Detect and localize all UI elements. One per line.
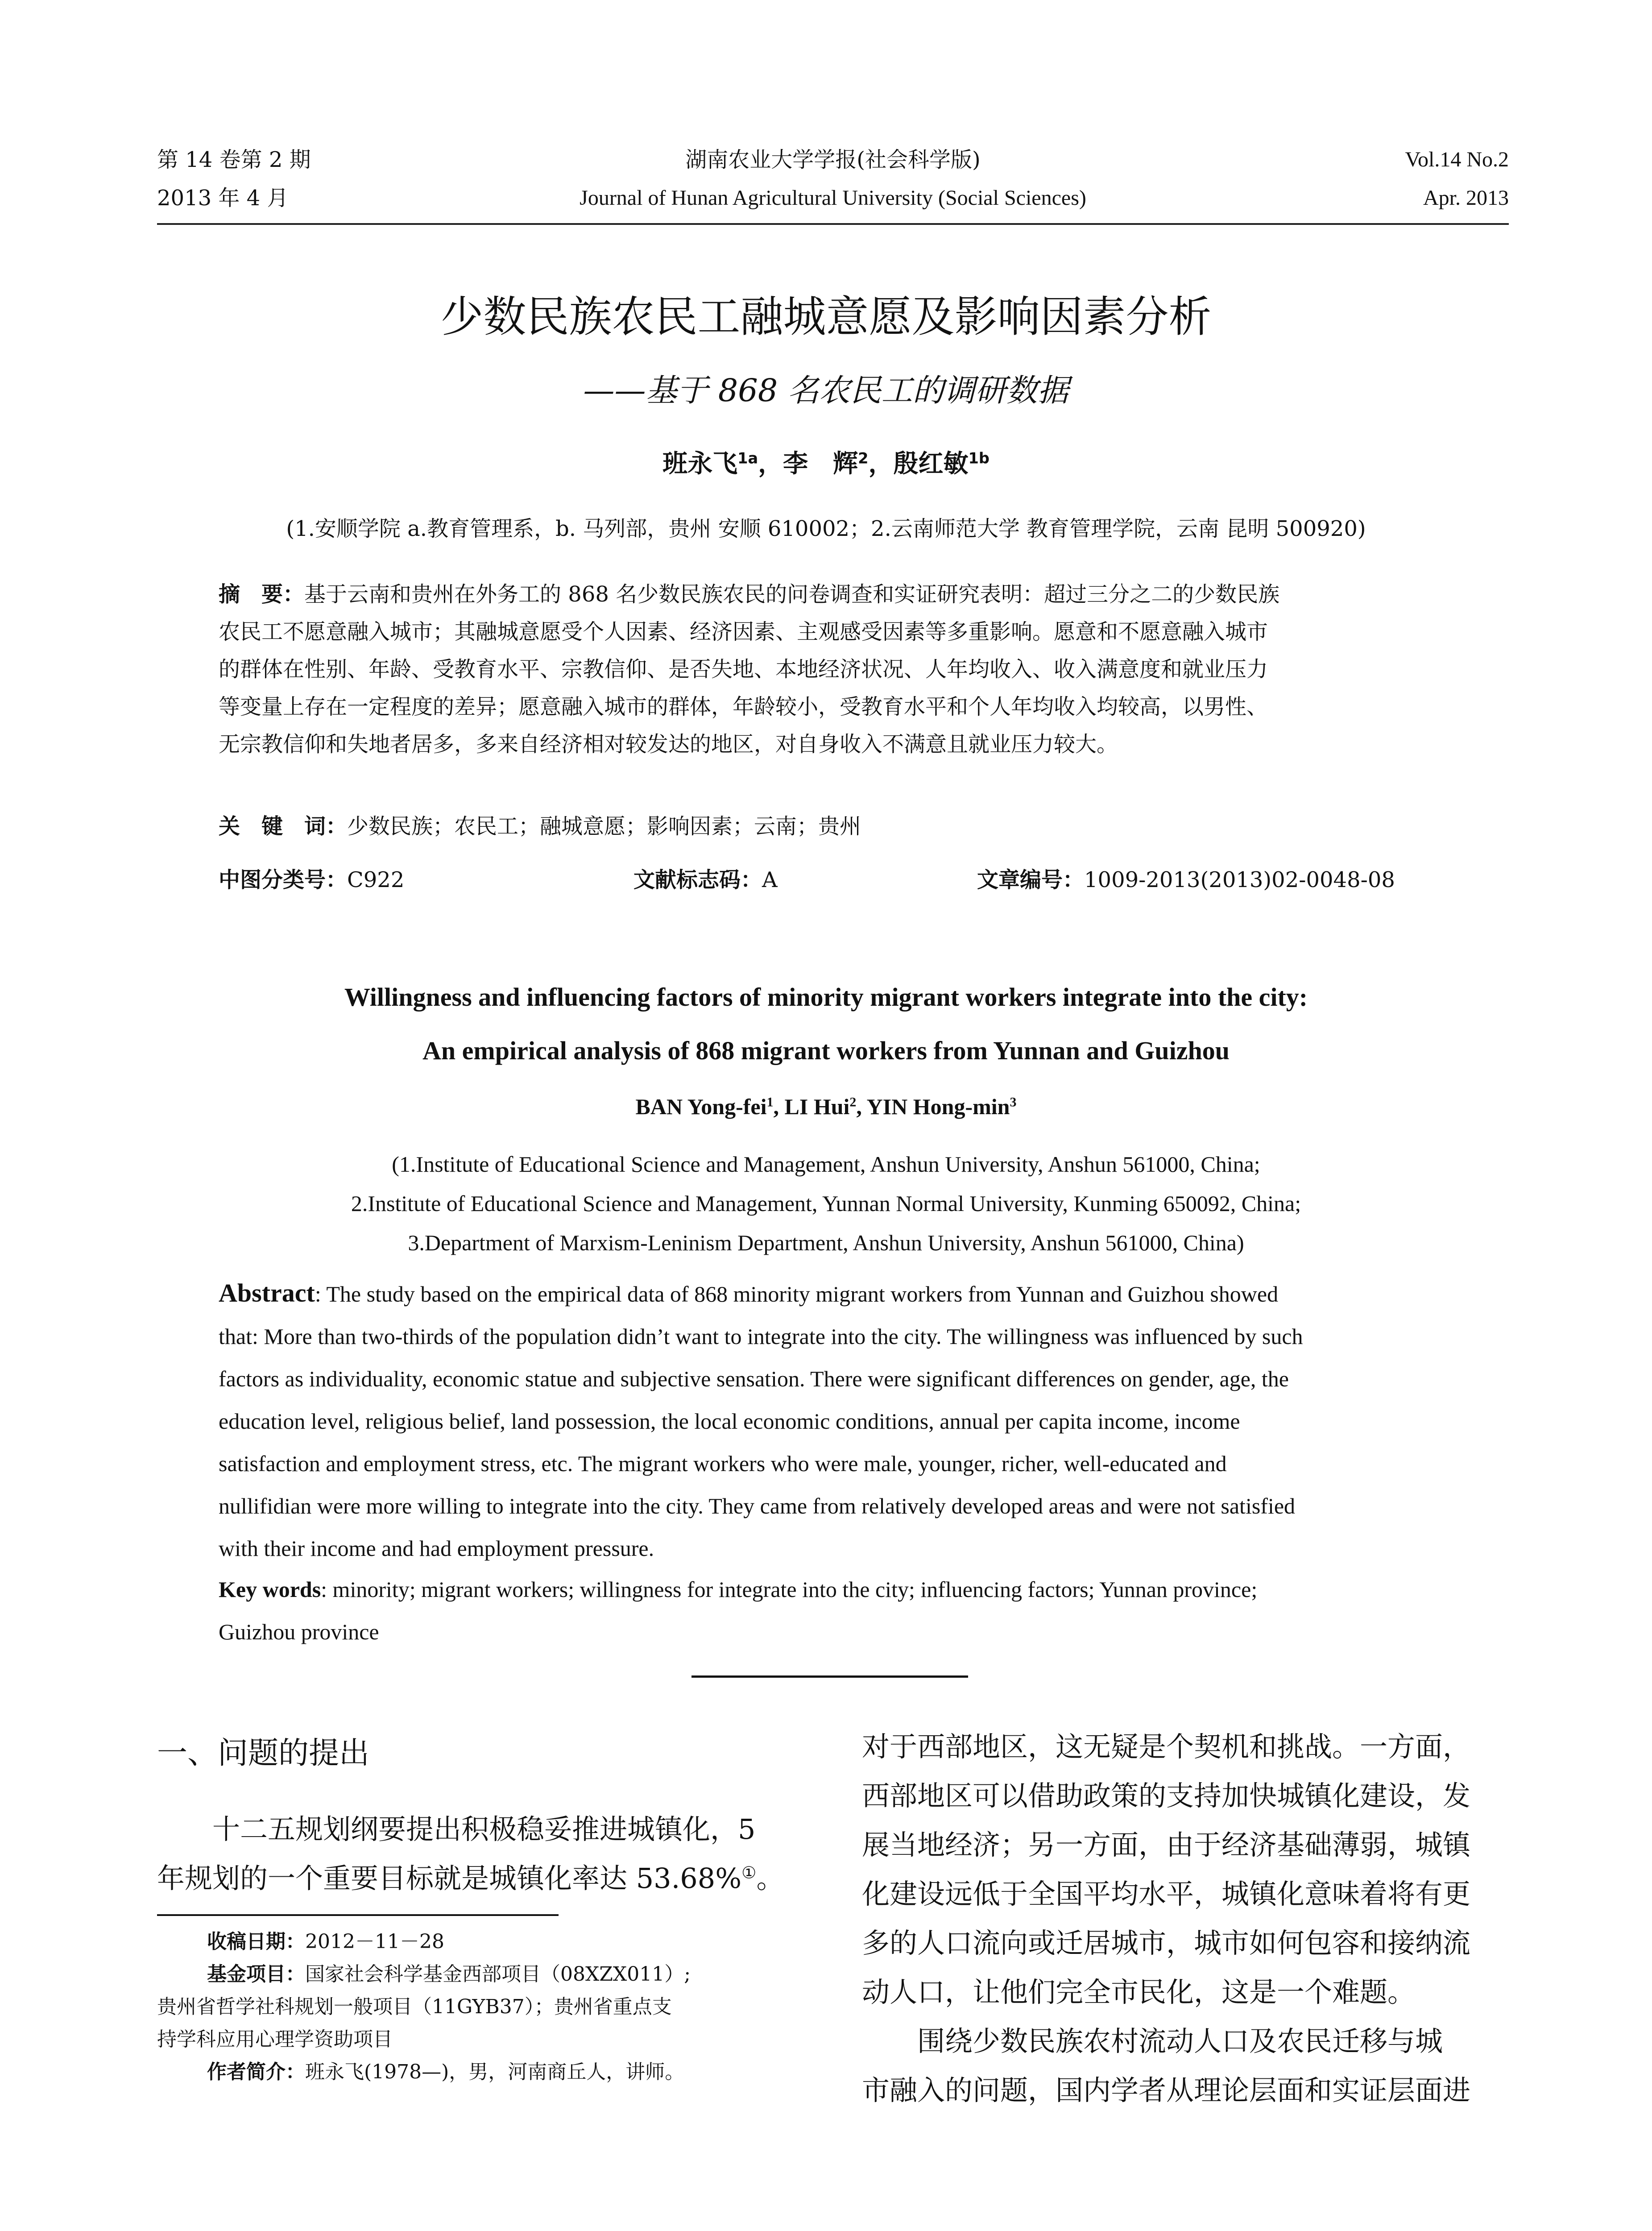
- author-3-sup: 1b: [968, 449, 990, 467]
- abstract-en-line: nullifidian were more willing to integrate into the city. They came from relatively developed areas and were not satisfied: [219, 1493, 1296, 1518]
- paragraph-line: 西部地区可以借助政策的支持加快城镇化建设，发: [862, 1779, 1471, 1812]
- section-separator: [691, 1675, 968, 1678]
- author-2-sup: 2: [858, 449, 869, 467]
- journal-title-zh: 湖南农业大学学报(社会科学版): [685, 147, 981, 172]
- abstract-en-line: that: More than two-thirds of the population didn’t want to integrate into the city. The willingness was influenced by such: [219, 1324, 1303, 1349]
- issue-zh: 第 14 卷第 2 期: [157, 147, 311, 172]
- abstract-en-label: Abstract: [219, 1278, 315, 1307]
- keywords-en-label: Key words: [219, 1577, 321, 1602]
- authors-zh: [0, 446, 1652, 482]
- section-heading: 一、问题的提出: [157, 1736, 370, 1771]
- author-1: 班永飞: [662, 449, 738, 478]
- header-rule: [157, 223, 1509, 225]
- author-1-en: BAN Yong-fei: [635, 1094, 767, 1119]
- abstract-zh-line: 农民工不愿意融入城市；其融城意愿受个人因素、经济因素、主观感受因素等多重影响。愿意和不愿意融入城市: [219, 619, 1268, 644]
- keywords-zh: [219, 808, 861, 845]
- abstract-en-line: satisfaction and employment stress, etc. The migrant workers who were male, younger, richer, well-educated and: [219, 1451, 1227, 1476]
- abstract-zh-label: 摘 要：: [219, 582, 305, 607]
- volume-en: Vol.14 No.2: [1405, 148, 1509, 171]
- abstract-en-line: education level, religious belief, land possession, the local economic conditions, annual per capita income, income: [219, 1409, 1240, 1434]
- abstract-zh: [219, 576, 1445, 763]
- abstract-zh-line: 等变量上存在一定程度的差异；愿意融入城市的群体，年龄较小，受教育水平和个人年均收入均较高，以男性、: [219, 694, 1268, 719]
- fund-project-line: 贵州省哲学社科规划一般项目（11GYB37）；贵州省重点支: [157, 1995, 672, 2018]
- paper-title: 少数民族农民工融城意愿及影响因素分析: [440, 292, 1212, 342]
- affiliation-en-line: 2.Institute of Educational Science and Management, Yunnan Normal University, Kunming 650092, China;: [351, 1191, 1301, 1216]
- footnotes: [157, 1925, 808, 2088]
- paragraph-line: 展当地经济；另一方面，由于经济基础薄弱，城镇: [862, 1829, 1471, 1861]
- author-bio: 作者简介：班永飞(1978—)，男，河南商丘人，讲师。: [207, 2061, 685, 2083]
- paragraph-line: 市融入的问题，国内学者从理论层面和实证层面进: [862, 2074, 1471, 2107]
- paper-title-en: Willingness and influencing factors of minority migrant workers integrate into the city:: [344, 983, 1308, 1012]
- paragraph-line: 对于西部地区，这无疑是个契机和挑战。一方面，: [862, 1730, 1471, 1763]
- author-3-en: YIN Hong-min: [866, 1094, 1010, 1119]
- paragraph-line: 围绕少数民族农村流动人口及农民迁移与城: [917, 2025, 1443, 2057]
- abstract-zh-line: 的群体在性别、年龄、受教育水平、宗教信仰、是否失地、本地经济状况、人年均收入、收入满意度和就业压力: [219, 657, 1268, 682]
- abstract-zh-line: 摘 要：基于云南和贵州在外务工的 868 名少数民族农民的问卷调查和实证研究表明：超过三分之二的少数民族: [219, 582, 1280, 607]
- abstract-zh-line: 无宗教信仰和失地者居多，多来自经济相对较发达的地区，对自身收入不满意且就业压力较大。: [219, 732, 1118, 757]
- journal-title-en: Journal of Hunan Agricultural University (Social Sciences): [580, 186, 1086, 210]
- abstract-en-line: Abstract: The study based on the empirical data of 868 minority migrant workers from Yunnan and Guizhou showed: [219, 1278, 1279, 1307]
- fund-project: 基金项目：国家社会科学基金西部项目（08XZX011）;: [207, 1963, 691, 1986]
- affiliation-en-line: 3.Department of Marxism-Leninism Department, Anshun University, Anshun 561000, China): [408, 1230, 1244, 1255]
- paragraph-line: 年规划的一个重要目标就是城镇化率达 53.68%①。: [157, 1862, 784, 1895]
- paragraph-line: 多的人口流向或迁居城市，城市如何包容和接纳流: [862, 1927, 1471, 1959]
- article-number: 文章编号：1009-2013(2013)02-0048-08: [977, 867, 1395, 892]
- author-2-en: LI Hui: [784, 1094, 850, 1119]
- paper-subtitle: ——基于 868 名农民工的调研数据: [583, 372, 1069, 409]
- received-date: 收稿日期：2012－11－28: [207, 1930, 444, 1953]
- author-2: 李 辉: [783, 449, 858, 478]
- affiliations-zh: (1.安顺学院 a.教育管理系，b. 马列部，贵州 安顺 610002；2.云南师范大学 教育管理学院，云南 昆明 500920): [286, 516, 1366, 541]
- author-sep: ，: [868, 449, 894, 478]
- abstract-en-line: factors as individuality, economic statue and subjective sensation. There were significant differences on gender, age, the: [219, 1366, 1289, 1391]
- paragraph-line: 化建设远低于全国平均水平，城镇化意味着将有更: [862, 1878, 1471, 1910]
- clc-number: 中图分类号：C922: [219, 867, 405, 892]
- keywords-zh-label: 关 键 词：: [219, 814, 348, 839]
- footnote-ref: ①: [741, 1862, 757, 1883]
- author-3: 殷红敏: [893, 449, 969, 478]
- document-code: 文献标志码：A: [633, 867, 778, 892]
- abstract-en: [219, 1272, 1445, 1570]
- left-column-body: [157, 1805, 804, 1903]
- affiliations-en: [0, 1145, 1652, 1262]
- paragraph-line: 动人口，让他们完全市民化，这是一个难题。: [862, 1976, 1416, 2008]
- keywords-zh-text: 少数民族；农民工；融城意愿；影响因素；云南；贵州: [347, 814, 861, 839]
- author-1-sup: 1a: [737, 449, 758, 467]
- authors-en: BAN Yong-fei$^1$, LI Hui$^2$, YIN Hong-$\min^3$: [635, 1094, 1017, 1119]
- paragraph-line: 十二五规划纲要提出积极稳妥推进城镇化，5: [212, 1813, 756, 1845]
- fund-project-line: 持学科应用心理学资助项目: [157, 2028, 393, 2051]
- author-sep: ，: [758, 449, 783, 478]
- footnote-rule: [157, 1914, 559, 1916]
- date-zh: 2013 年 4 月: [157, 186, 289, 211]
- date-en: Apr. 2013: [1423, 186, 1509, 210]
- keywords-en: Key words: minority; migrant workers; willingness for integrate into the city; influencing factors; Yunnan province; Guizhou province: [219, 1577, 1258, 1644]
- paper-subtitle-en: An empirical analysis of 868 migrant workers from Yunnan and Guizhou: [422, 1036, 1230, 1065]
- abstract-en-line: with their income and had employment pressure.: [219, 1536, 654, 1561]
- affiliation-en-line: (1.Institute of Educational Science and Management, Anshun University, Anshun 561000, China;: [392, 1152, 1260, 1177]
- right-column-body: [862, 1722, 1509, 2115]
